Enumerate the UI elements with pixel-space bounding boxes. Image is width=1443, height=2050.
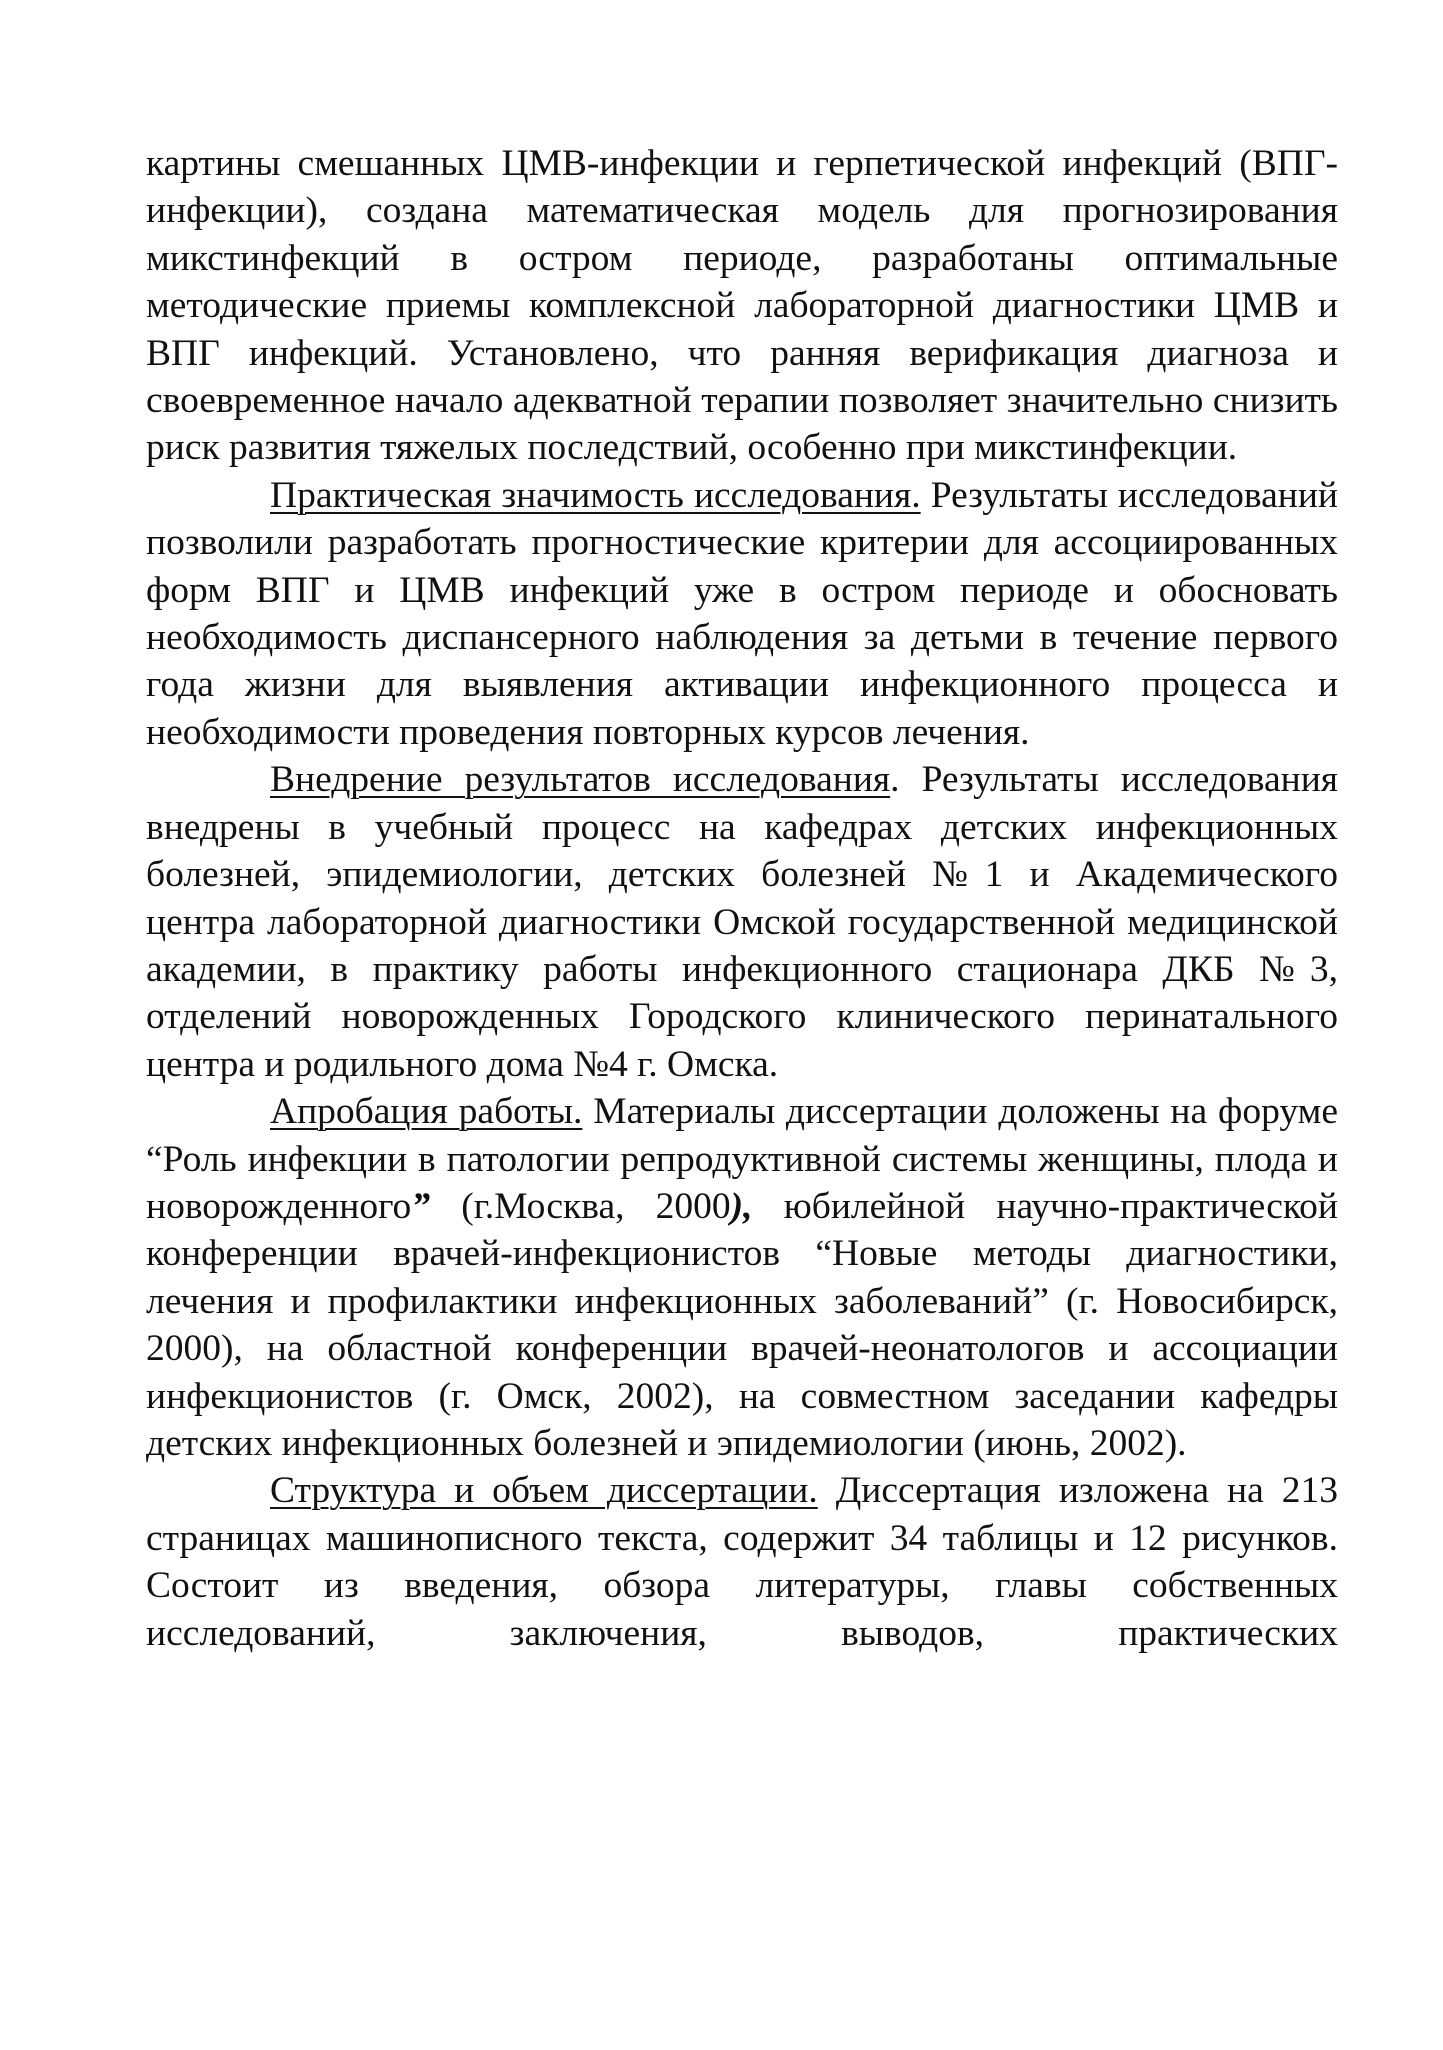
paragraph-text: картины смешанных ЦМВ-инфекции и герпетической инфекций (ВПГ-инфекции), создана математическая модель для прогнозирования микстинфекций в остром периоде, разработаны оптимальные методические приемы комплексной лабораторной диагностики ЦМВ и ВПГ инфекций. Установлено, что ранняя верификация диагноза и своевременное начало адекватной терапии позволяет значительно снизить риск развития тяжелых последствий, особенно при микстинфекции. — [146, 143, 1338, 469]
closing-quote-mark: ” — [411, 1185, 431, 1227]
paragraph-practical-significance — [146, 472, 1338, 756]
paragraph-text: Результаты исследований позволили разработать прогностические критерии для ассоциированных форм ВПГ и ЦМВ инфекций уже в остром периоде и обосновать необходимость диспансерного наблюдения за детьми в течение первого года жизни для выявления активации инфекционного процесса и необходимости проведения повторных курсов лечения. — [146, 474, 1338, 753]
paragraph-scientific-novelty-continued — [146, 140, 1338, 472]
paragraph-text: Материалы диссертации доложены на форуме “Роль инфекции в патологии репродуктивной системы женщины, плода и новорожденного — [146, 1091, 1338, 1227]
paragraph-approbation — [146, 1088, 1338, 1467]
paragraph-text: . Результаты исследования внедрены в учебный процесс на кафедрах детских инфекционных болезней, эпидемиологии, детских болезней №1 и Академического центра лабораторной диагностики Омской государственной медицинской академии, в практику работы инфекционного стационара ДКБ №3, отделений новорожденных Городского клинического перинатального центра и родильного дома №4 г. Омска. — [146, 759, 1339, 1085]
section-heading-approbation: Апробация работы. — [270, 1091, 583, 1133]
paragraph-implementation — [146, 756, 1338, 1088]
paragraph-text: (г.Москва, 2000 — [430, 1185, 731, 1227]
section-heading-practical-significance: Практическая значимость исследования. — [270, 474, 921, 516]
paragraph-text: юбилейной научно-практической конференции врачей-инфекционистов “Новые методы диагностики, лечения и профилактики инфекционных заболеваний” (г. Новосибирск, 2000), на областной конференции врачей-неонатологов и ассоциации инфекционистов (г. Омск, 2002), на совместном заседании кафедры детских инфекционных болезней и эпидемиологии (июнь, 2002). — [146, 1185, 1339, 1464]
section-heading-implementation: Внедрение результатов исследования — [270, 759, 891, 801]
section-heading-structure: Структура и объем диссертации. — [270, 1470, 818, 1512]
paragraph-text: Диссертация изложена на 213 страницах машинописного текста, содержит 34 таблицы и 12 рисунков. Состоит из введения, обзора литературы, главы собственных исследований, заключения, выводов, практических — [146, 1470, 1338, 1654]
paragraph-structure — [146, 1467, 1338, 1657]
document-page — [146, 140, 1338, 1657]
closing-parenthesis: ), — [730, 1185, 753, 1227]
